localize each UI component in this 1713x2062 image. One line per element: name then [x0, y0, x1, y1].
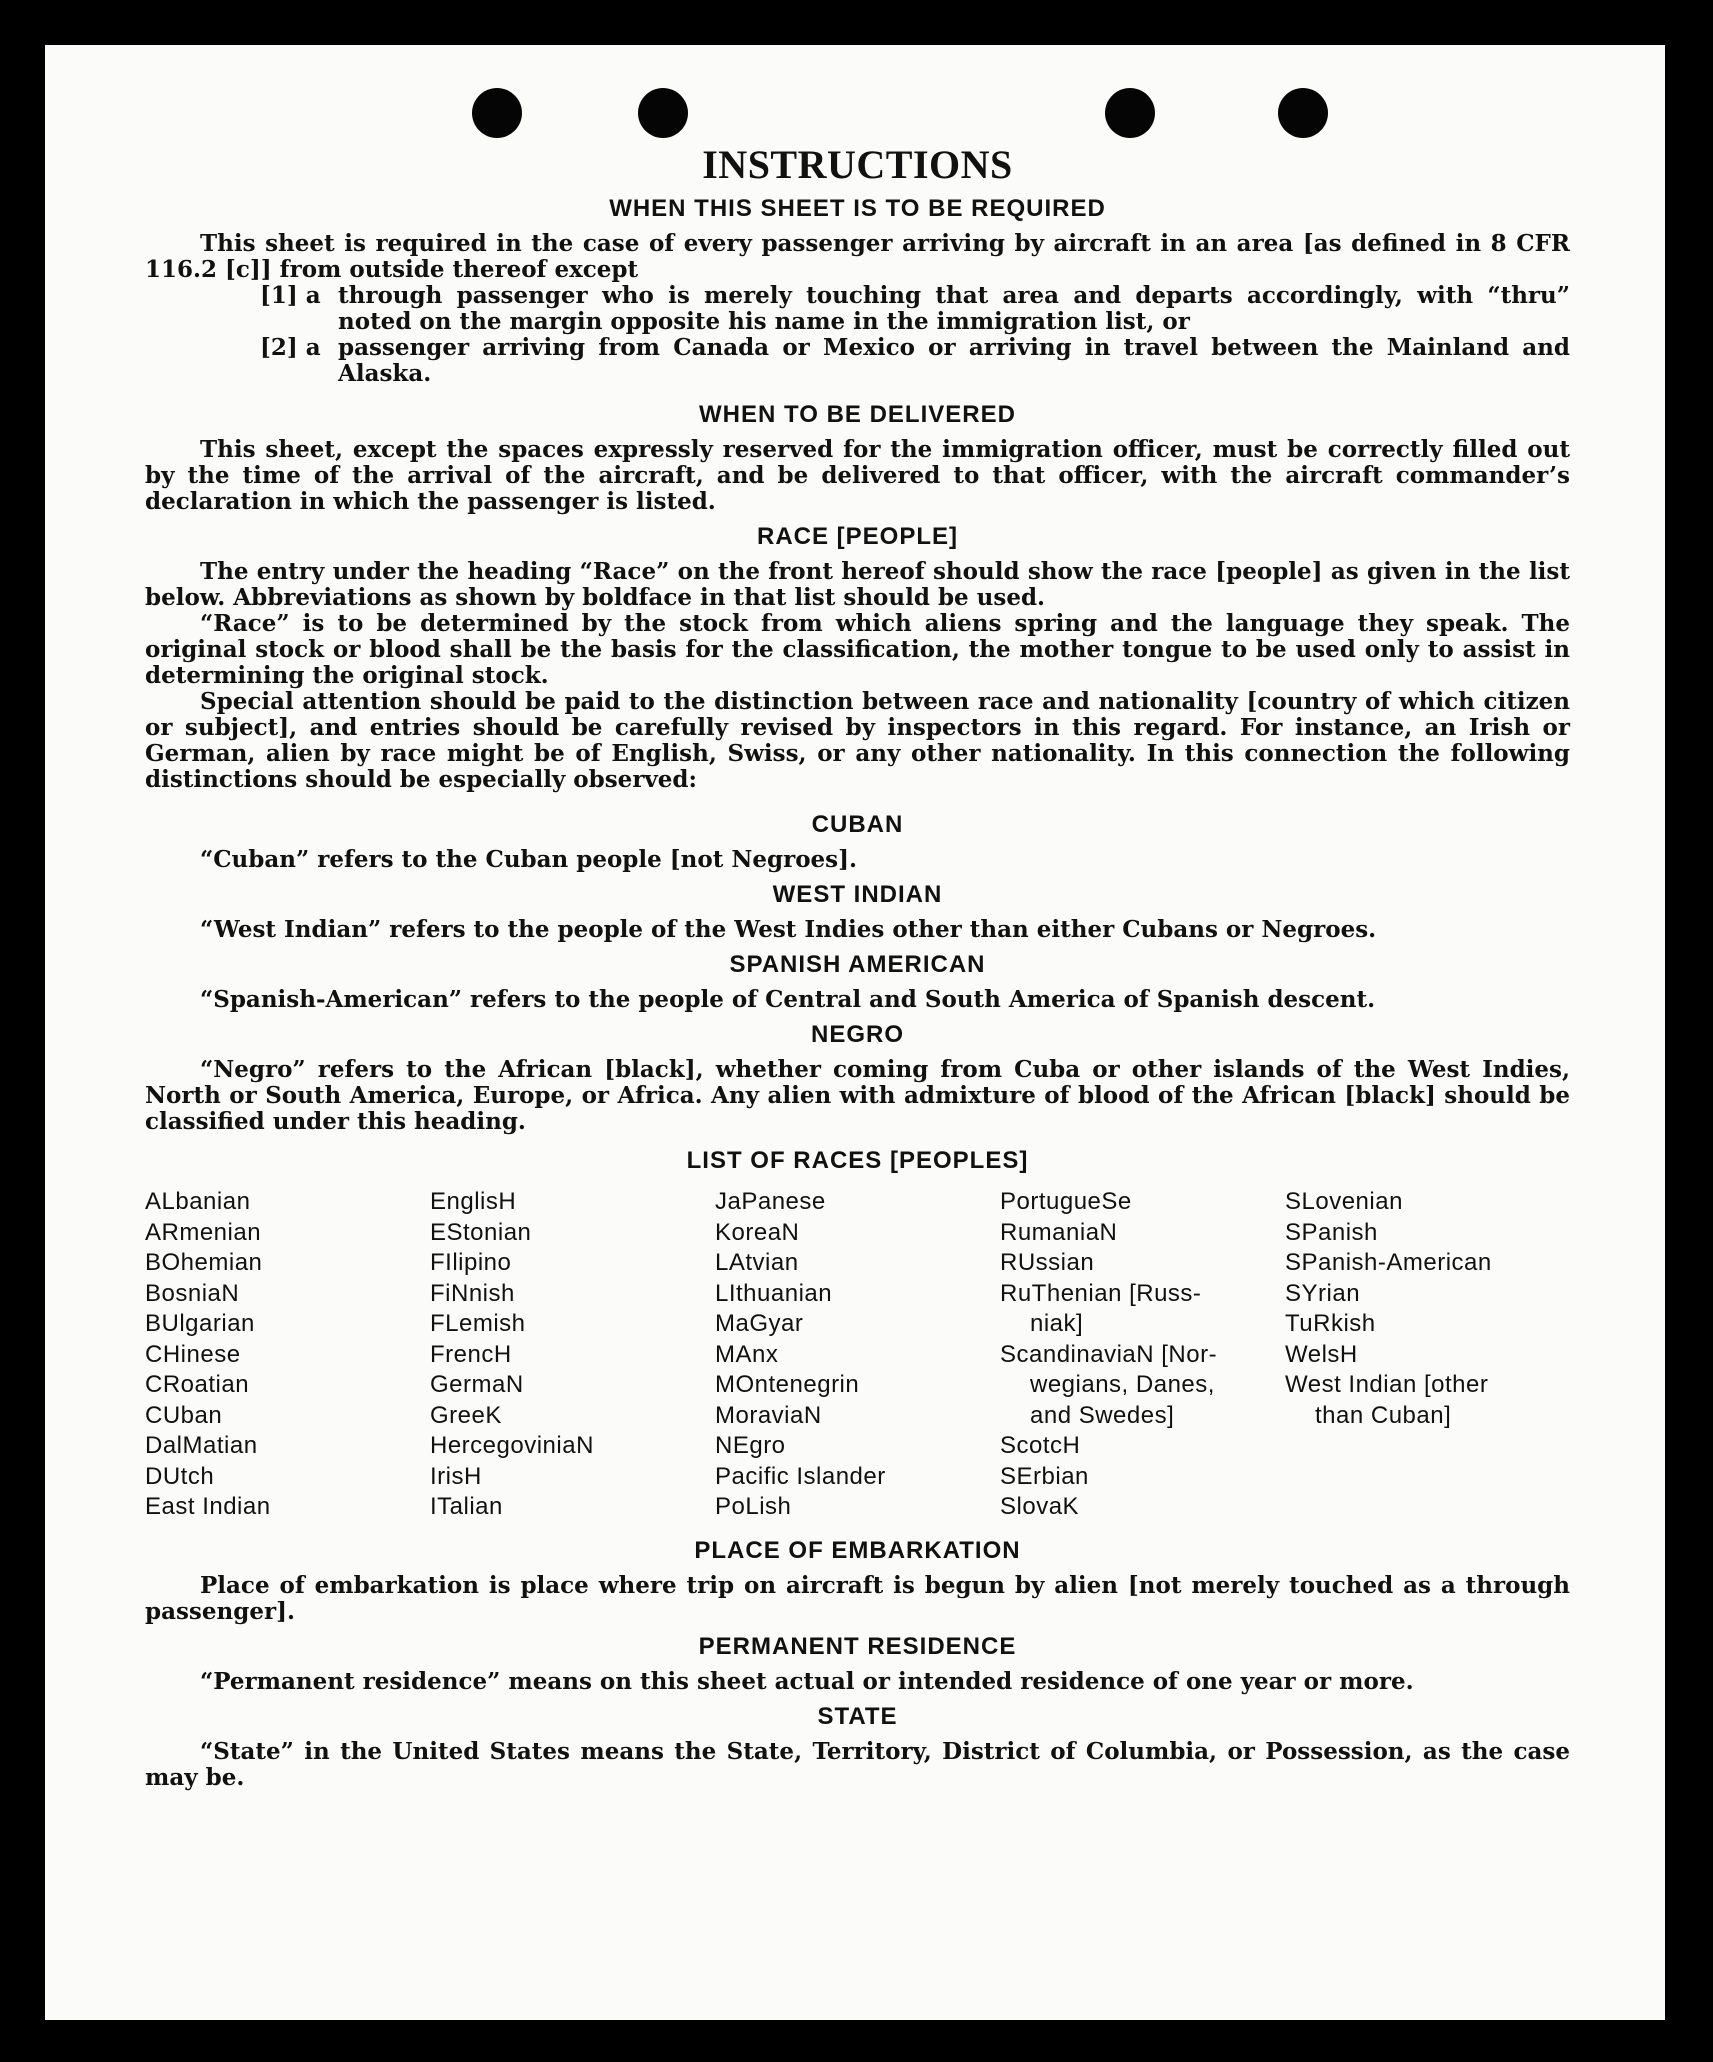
race-entry: FiNnish: [430, 1279, 515, 1307]
race-paragraph-2: “Race” is to be determined by the stock from which aliens spring and the language they speak. The original stock or blood shall be the basis for the classification, the mother tongue to be used only to assist in determining the original stock.: [145, 610, 1570, 689]
delivered-paragraph: This sheet, except the spaces expressly reserved for the immigration officer, must be correctly filled out by the time of the arrival of the aircraft, and be delivered to that officer, with the aircraft commander’s declaration in which the passenger is listed.: [145, 436, 1570, 515]
section-heading-negro: NEGRO: [810, 1021, 904, 1048]
exception-item: [145, 283, 1570, 335]
race-entry: CRoatian: [145, 1371, 250, 1398]
race-entry: ScandinaviaN [Nor-: [1000, 1340, 1218, 1368]
race-entry: SLovenian: [1285, 1188, 1403, 1215]
race-entry: EStonian: [430, 1218, 532, 1246]
exception-number: [1] a: [260, 282, 321, 309]
races-column-2: [430, 1187, 715, 1523]
race-entry: CHinese: [145, 1340, 241, 1368]
race-entry: SErbian: [1000, 1462, 1089, 1490]
section-heading-delivered: WHEN TO BE DELIVERED: [699, 401, 1016, 428]
race-entry: SYrian: [1285, 1279, 1361, 1307]
race-entry: GreeK: [430, 1401, 502, 1429]
race-entry-continuation: and Swedes]: [1030, 1401, 1175, 1429]
exception-text: passenger arriving from Canada or Mexico or arriving in travel between the Mainland and Alaska.: [338, 334, 1570, 387]
races-list: [145, 1187, 1570, 1523]
races-column-5: [1285, 1187, 1570, 1523]
race-entry: FLemish: [430, 1310, 526, 1337]
state-paragraph: “State” in the United States means the State, Territory, District of Columbia, or Possession, as the case may be.: [145, 1737, 1570, 1791]
race-entry: CUban: [145, 1401, 223, 1429]
punch-hole: [638, 88, 688, 138]
exception-number: [2] a: [260, 334, 321, 361]
races-column-3: [715, 1187, 1000, 1523]
section-heading-residence: PERMANENT RESIDENCE: [698, 1632, 1017, 1660]
race-entry: KoreaN: [715, 1218, 800, 1246]
race-entry: NEgro: [715, 1432, 786, 1459]
race-entry: LAtvian: [715, 1249, 799, 1276]
race-entry: PortugueSe: [1000, 1188, 1132, 1215]
exception-text: through passenger who is merely touching that area and departs accordingly, with “thru” noted on the margin opposite his name in the immigration list, or: [338, 282, 1570, 335]
race-entry-continuation: niak]: [1030, 1310, 1084, 1337]
race-entry: ITalian: [430, 1493, 503, 1520]
race-entry: ALbanian: [145, 1188, 251, 1215]
race-entry: TuRkish: [1285, 1310, 1376, 1337]
race-entry: MoraviaN: [715, 1401, 822, 1429]
spanish-american-paragraph: “Spanish-American” refers to the people of Central and South America of Spanish descent.: [200, 986, 1376, 1013]
race-entry: RUssian: [1000, 1249, 1095, 1276]
race-entry: BosniaN: [145, 1279, 240, 1307]
race-paragraph-3: Special attention should be paid to the distinction between race and nationality [country of which citizen or subject], and entries should be carefully revised by inspectors in this regard. For instance, an Irish or German, alien by race might be of English, Swiss, or any other nationality. In this connection the following distinctions should be especially observed:: [145, 688, 1570, 793]
negro-paragraph: “Negro” refers to the African [black], whether coming from Cuba or other islands of the West Indies, North or South America, Europe, or Africa. Any alien with admixture of blood of the African [black] should be classified under this heading.: [145, 1056, 1570, 1135]
section-heading-list: LIST OF RACES [PEOPLES]: [686, 1147, 1029, 1174]
race-entry: RuThenian [Russ-: [1000, 1279, 1202, 1307]
race-entry: Pacific Islander: [715, 1462, 886, 1490]
required-paragraph: This sheet is required in the case of every passenger arriving by aircraft in an area [as defined in 8 CFR 116.2 [c]] from outside thereof except: [145, 230, 1570, 283]
race-entry: WelsH: [1285, 1340, 1358, 1368]
race-entry: RumaniaN: [1000, 1218, 1118, 1246]
race-entry: FIlipino: [430, 1249, 512, 1276]
race-entry-continuation: wegians, Danes,: [1030, 1371, 1215, 1398]
race-entry: BOhemian: [145, 1249, 263, 1276]
race-entry: BUlgarian: [145, 1310, 255, 1337]
section-heading-required: WHEN THIS SHEET IS TO BE REQUIRED: [609, 195, 1106, 222]
document-page: [45, 45, 1665, 2020]
race-entry-continuation: than Cuban]: [1315, 1401, 1452, 1429]
race-entry: West Indian [other: [1285, 1371, 1489, 1398]
race-entry: GermaN: [430, 1371, 524, 1398]
section-heading-spanish-american: SPANISH AMERICAN: [729, 951, 986, 978]
section-heading-west-indian: WEST INDIAN: [772, 881, 943, 908]
section-heading-state: STATE: [817, 1702, 898, 1730]
page-title: INSTRUCTIONS: [702, 142, 1013, 187]
residence-paragraph: “Permanent residence” means on this sheet actual or intended residence of one year or more.: [200, 1667, 1414, 1695]
west-indian-paragraph: “West Indian” refers to the people of the West Indies other than either Cubans or Negroes.: [200, 916, 1377, 943]
race-entry: ScotcH: [1000, 1432, 1081, 1459]
punch-hole: [472, 88, 522, 138]
instructions-body: [145, 143, 1570, 1791]
race-entry: SPanish-American: [1285, 1249, 1492, 1276]
race-entry: DalMatian: [145, 1432, 258, 1459]
race-entry: DUtch: [145, 1462, 215, 1490]
races-column-4: [1000, 1187, 1285, 1523]
race-entry: MaGyar: [715, 1310, 804, 1337]
race-entry: HercegoviniaN: [430, 1432, 594, 1459]
race-entry: MOntenegrin: [715, 1371, 860, 1398]
exception-item: [145, 335, 1570, 387]
punch-hole: [1105, 88, 1155, 138]
races-column-1: [145, 1187, 430, 1523]
race-paragraph-1: The entry under the heading “Race” on the front hereof should show the race [people] as given in the list below. Abbreviations as shown by boldface in that list should be used.: [145, 558, 1570, 611]
race-entry: SlovaK: [1000, 1493, 1080, 1520]
race-entry: JaPanese: [715, 1188, 826, 1215]
race-entry: LIthuanian: [715, 1279, 833, 1307]
punch-hole: [1278, 88, 1328, 138]
race-entry: FrencH: [430, 1340, 512, 1368]
section-heading-cuban: CUBAN: [811, 811, 904, 838]
section-heading-race: RACE [PEOPLE]: [756, 523, 958, 550]
embarkation-paragraph: Place of embarkation is place where trip on aircraft is begun by alien [not merely touched as a through passenger].: [145, 1571, 1570, 1625]
cuban-paragraph: “Cuban” refers to the Cuban people [not Negroes].: [200, 846, 858, 873]
race-entry: East Indian: [145, 1493, 271, 1520]
section-heading-embarkation: PLACE OF EMBARKATION: [694, 1536, 1021, 1564]
race-entry: PoLish: [715, 1493, 792, 1520]
race-entry: MAnx: [715, 1340, 779, 1368]
race-entry: SPanish: [1285, 1218, 1378, 1246]
race-entry: ARmenian: [145, 1218, 262, 1246]
race-entry: IrisH: [430, 1462, 482, 1490]
race-entry: EnglisH: [430, 1188, 517, 1215]
